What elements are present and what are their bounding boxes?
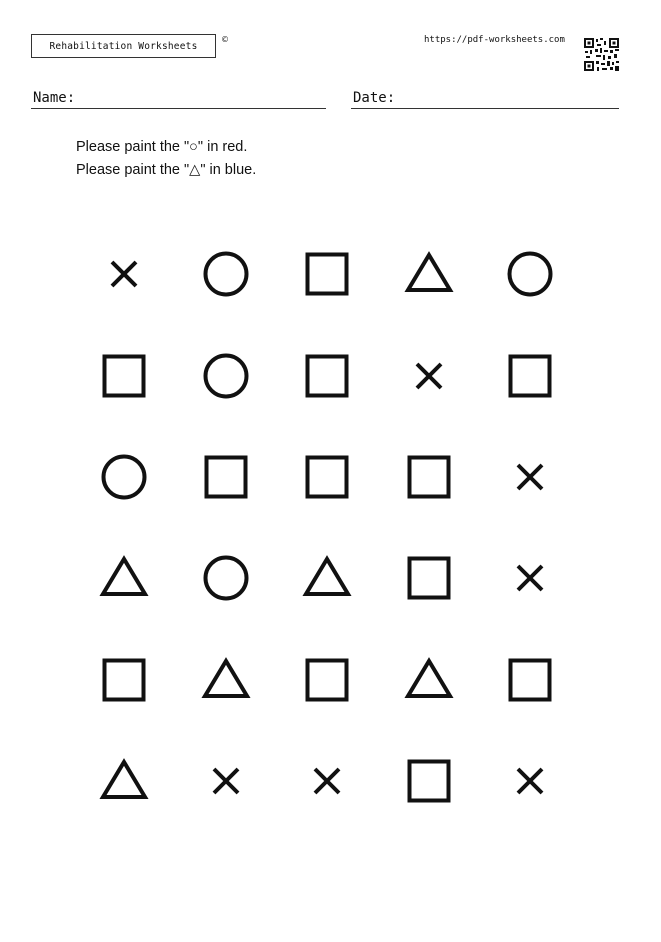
circle-shape[interactable] [104, 457, 145, 498]
square-shape[interactable] [308, 661, 347, 700]
cross-shape[interactable] [518, 465, 542, 489]
square-shape[interactable] [207, 458, 246, 497]
square-shape[interactable] [511, 357, 550, 396]
square-shape[interactable] [511, 661, 550, 700]
website-url: https://pdf-worksheets.com [424, 35, 565, 45]
cross-shape[interactable] [315, 769, 339, 793]
triangle-shape[interactable] [408, 255, 450, 290]
name-label: Name: [33, 90, 76, 106]
triangle-shape[interactable] [408, 661, 450, 696]
square-shape[interactable] [105, 661, 144, 700]
copyright-mark: © [221, 35, 229, 44]
cross-shape[interactable] [518, 566, 542, 590]
cross-shape[interactable] [417, 364, 441, 388]
triangle-shape[interactable] [205, 661, 247, 696]
square-shape[interactable] [308, 357, 347, 396]
triangle-shape[interactable] [306, 559, 348, 594]
square-shape[interactable] [308, 255, 347, 294]
triangle-shape[interactable] [103, 762, 145, 797]
date-label: Date: [353, 90, 396, 106]
square-shape[interactable] [410, 762, 449, 801]
cross-shape[interactable] [518, 769, 542, 793]
circle-shape[interactable] [510, 254, 551, 295]
instruction-blue: Please paint the "△" in blue. [76, 162, 257, 178]
circle-shape[interactable] [206, 356, 247, 397]
instruction-red: Please paint the "○" in red. [76, 139, 248, 155]
worksheet-title: Rehabilitation Worksheets [49, 40, 198, 52]
square-shape[interactable] [308, 458, 347, 497]
square-shape[interactable] [105, 357, 144, 396]
square-shape[interactable] [410, 559, 449, 598]
square-shape[interactable] [410, 458, 449, 497]
cross-shape[interactable] [112, 262, 136, 286]
circle-shape[interactable] [206, 558, 247, 599]
cross-shape[interactable] [214, 769, 238, 793]
circle-shape[interactable] [206, 254, 247, 295]
triangle-shape[interactable] [103, 559, 145, 594]
